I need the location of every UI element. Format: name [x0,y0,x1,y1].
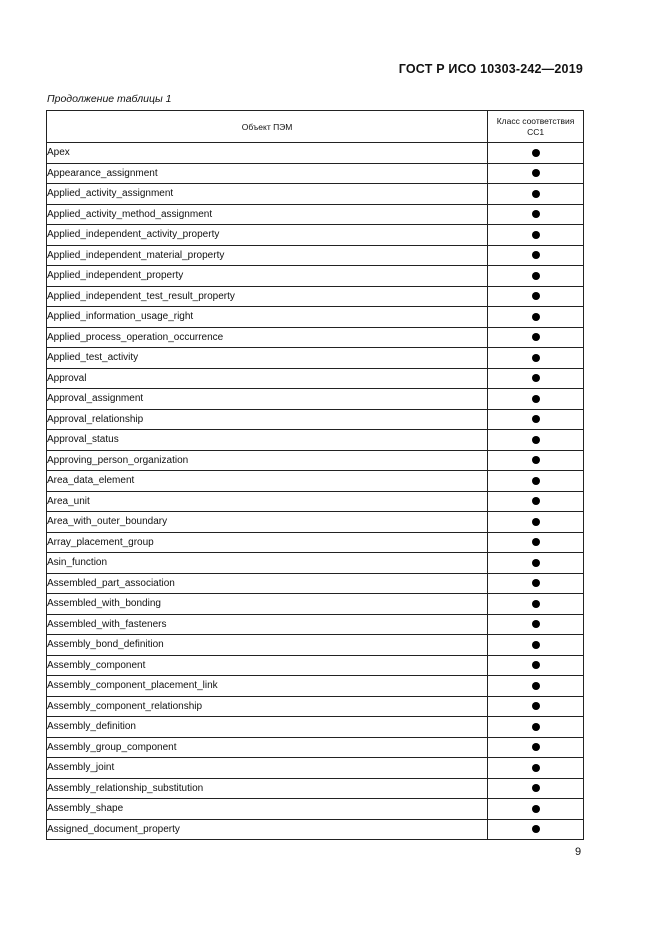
conformance-mark-cell [488,348,584,369]
conformance-mark-cell [488,758,584,779]
filled-circle-icon [532,395,540,403]
object-name-cell: Assembly_shape [47,799,488,820]
table-row [47,389,584,410]
conformance-mark-cell [488,778,584,799]
filled-circle-icon [532,456,540,464]
object-name-cell: Area_with_outer_boundary [47,512,488,533]
filled-circle-icon [532,436,540,444]
object-name-cell: Approval_status [47,430,488,451]
table-row [47,471,584,492]
conformance-mark-cell [488,389,584,410]
filled-circle-icon [532,374,540,382]
column-header-conformance-class [488,111,584,143]
filled-circle-icon [532,661,540,669]
object-name-cell: Assembled_part_association [47,573,488,594]
table-row [47,553,584,574]
conformance-mark-cell [488,245,584,266]
object-name-cell: Assembly_component_placement_link [47,676,488,697]
table-row [47,655,584,676]
table-caption: Продолжение таблицы 1 [47,93,172,105]
object-name-cell: Applied_process_operation_occurrence [47,327,488,348]
table-row [47,409,584,430]
object-name-cell: Assembly_group_component [47,737,488,758]
filled-circle-icon [532,600,540,608]
table-row [47,163,584,184]
object-name-cell: Asin_function [47,553,488,574]
conformance-mark-cell [488,717,584,738]
filled-circle-icon [532,415,540,423]
table-row [47,799,584,820]
object-name-cell: Appearance_assignment [47,163,488,184]
filled-circle-icon [532,784,540,792]
filled-circle-icon [532,825,540,833]
filled-circle-icon [532,620,540,628]
object-name-cell: Assembly_bond_definition [47,635,488,656]
table-row [47,594,584,615]
object-name-cell: Applied_activity_method_assignment [47,204,488,225]
object-name-cell: Area_unit [47,491,488,512]
conformance-mark-cell [488,307,584,328]
filled-circle-icon [532,251,540,259]
conformance-mark-cell [488,471,584,492]
table-row [47,758,584,779]
table-row [47,819,584,840]
object-name-cell: Applied_independent_material_property [47,245,488,266]
table-row [47,204,584,225]
table-row [47,573,584,594]
filled-circle-icon [532,477,540,485]
object-name-cell: Applied_independent_activity_property [47,225,488,246]
conformance-mark-cell [488,696,584,717]
filled-circle-icon [532,641,540,649]
table-row [47,778,584,799]
filled-circle-icon [532,805,540,813]
conformance-mark-cell [488,184,584,205]
column-header-class-label: Класс соответствия [496,115,575,126]
conformance-mark-cell [488,819,584,840]
conformance-mark-cell [488,143,584,164]
table-body [47,143,584,840]
conformance-mark-cell [488,409,584,430]
conformance-mark-cell [488,368,584,389]
filled-circle-icon [532,292,540,300]
object-name-cell: Area_data_element [47,471,488,492]
object-name-cell: Approval_relationship [47,409,488,430]
object-name-cell: Assembly_component_relationship [47,696,488,717]
table-row [47,737,584,758]
conformance-mark-cell [488,532,584,553]
conformance-mark-cell [488,676,584,697]
object-name-cell: Approval [47,368,488,389]
table-row [47,184,584,205]
object-name-cell: Applied_activity_assignment [47,184,488,205]
conformance-mark-cell [488,512,584,533]
table-row [47,327,584,348]
filled-circle-icon [532,702,540,710]
table-row [47,635,584,656]
filled-circle-icon [532,559,540,567]
filled-circle-icon [532,190,540,198]
filled-circle-icon [532,272,540,280]
conformance-mark-cell [488,614,584,635]
object-name-cell: Assembled_with_fasteners [47,614,488,635]
table-row [47,491,584,512]
filled-circle-icon [532,210,540,218]
filled-circle-icon [532,313,540,321]
conformance-mark-cell [488,430,584,451]
object-name-cell: Assembled_with_bonding [47,594,488,615]
conformance-table [46,110,584,840]
object-name-cell: Applied_independent_property [47,266,488,287]
conformance-mark-cell [488,327,584,348]
filled-circle-icon [532,579,540,587]
table-row [47,532,584,553]
object-name-cell: Assembly_joint [47,758,488,779]
filled-circle-icon [532,497,540,505]
table-row [47,430,584,451]
filled-circle-icon [532,231,540,239]
filled-circle-icon [532,169,540,177]
table-row [47,717,584,738]
filled-circle-icon [532,354,540,362]
table-row [47,614,584,635]
object-name-cell: Apex [47,143,488,164]
object-name-cell: Array_placement_group [47,532,488,553]
filled-circle-icon [532,333,540,341]
table-row [47,348,584,369]
column-header-class-code: СС1 [527,126,545,137]
conformance-mark-cell [488,737,584,758]
conformance-mark-cell [488,594,584,615]
conformance-mark-cell [488,266,584,287]
conformance-mark-cell [488,573,584,594]
table-row [47,143,584,164]
column-header-object: Объект ПЭМ [47,111,488,143]
table-row [47,696,584,717]
conformance-mark-cell [488,491,584,512]
filled-circle-icon [532,149,540,157]
filled-circle-icon [532,764,540,772]
table-row [47,245,584,266]
page-number: 9 [575,846,582,858]
conformance-mark-cell [488,286,584,307]
table-row [47,225,584,246]
conformance-mark-cell [488,799,584,820]
object-name-cell: Approving_person_organization [47,450,488,471]
document-header: ГОСТ Р ИСО 10303-242—2019 [398,62,583,76]
object-name-cell: Assembly_component [47,655,488,676]
object-name-cell: Approval_assignment [47,389,488,410]
table-row [47,266,584,287]
table-row [47,450,584,471]
filled-circle-icon [532,518,540,526]
filled-circle-icon [532,743,540,751]
object-name-cell: Assembly_definition [47,717,488,738]
object-name-cell: Applied_independent_test_result_property [47,286,488,307]
conformance-mark-cell [488,655,584,676]
table-row [47,286,584,307]
filled-circle-icon [532,723,540,731]
conformance-mark-cell [488,225,584,246]
conformance-mark-cell [488,450,584,471]
object-name-cell: Applied_test_activity [47,348,488,369]
conformance-mark-cell [488,163,584,184]
table-header-row [47,111,584,143]
object-name-cell: Assigned_document_property [47,819,488,840]
table-row [47,368,584,389]
filled-circle-icon [532,682,540,690]
object-name-cell: Applied_information_usage_right [47,307,488,328]
conformance-mark-cell [488,204,584,225]
filled-circle-icon [532,538,540,546]
table-row [47,676,584,697]
table-row [47,307,584,328]
conformance-mark-cell [488,635,584,656]
table-row [47,512,584,533]
conformance-mark-cell [488,553,584,574]
object-name-cell: Assembly_relationship_substitution [47,778,488,799]
